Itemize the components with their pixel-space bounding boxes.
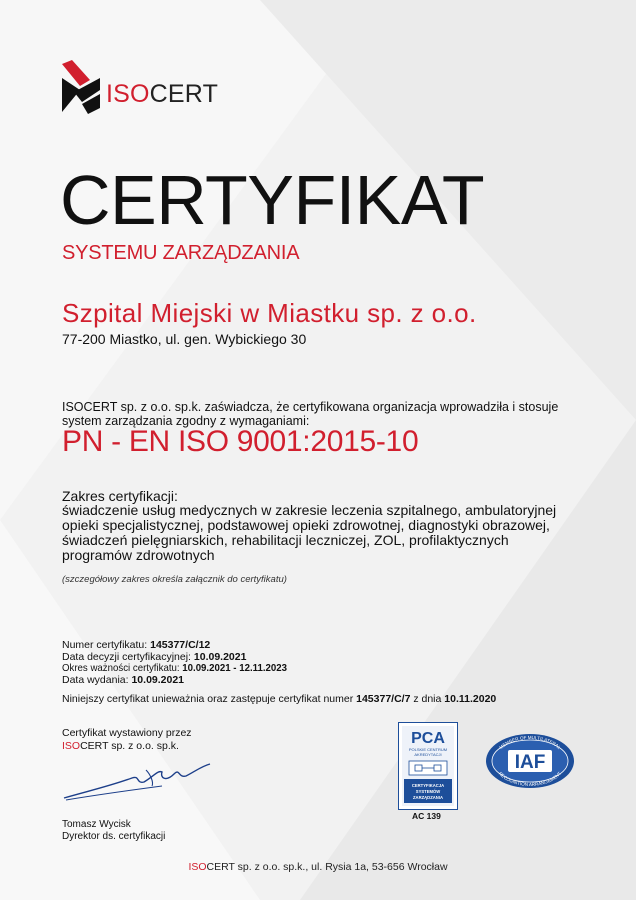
svg-text:CERTYFIKACJA: CERTYFIKACJA bbox=[411, 783, 445, 788]
certificate-details bbox=[62, 640, 307, 686]
signer-info bbox=[62, 819, 165, 843]
scope-text: świadczenie usług medycznych w zakresie leczenia szpitalnego, ambulatoryjnej opieki specjalistycznej, podstawowej opieki zdrowotnej, diagnostyki obrazowej, świadczeń pielęgniarskich, rehabilitacji leczniczej, ZOL, profilaktycznych programów zdrowotnych bbox=[62, 502, 557, 563]
iaf-logo-icon bbox=[484, 732, 576, 790]
svg-text:AKREDYTACJI: AKREDYTACJI bbox=[414, 752, 442, 757]
scope-note: (szczegółowy zakres określa załącznik do certyfikatu) bbox=[62, 574, 287, 585]
organization-address: 77-200 Miastko, ul. gen. Wybickiego 30 bbox=[62, 331, 307, 347]
brand-wordmark: ISOCERT bbox=[106, 80, 219, 108]
certificate-title: CERTYFIKAT bbox=[60, 161, 485, 239]
decision-date-row: Data decyzji certyfikacyjnej: 10.09.2021 bbox=[62, 650, 247, 663]
signature-image bbox=[62, 756, 222, 806]
pca-accreditation-number: AC 139 bbox=[412, 811, 441, 821]
svg-text:RECOGNITION ARRANGEMENT: RECOGNITION ARRANGEMENT bbox=[497, 770, 563, 788]
organization-name: Szpital Miejski w Miastku sp. z o.o. bbox=[62, 298, 477, 328]
issuer-line: Certyfikat wystawiony przez bbox=[62, 727, 192, 739]
svg-text:ZARZĄDZANIA: ZARZĄDZANIA bbox=[412, 795, 444, 800]
certification-statement: ISOCERT sp. z o.o. sp.k. zaświadcza, że certyfikowana organizacja wprowadziła i stosuje system zarządzania zgodny z wymaganiami: bbox=[62, 400, 559, 428]
validity-row: Okres ważności certyfikatu: 10.09.2021 - 12.11.2023 bbox=[62, 662, 288, 674]
issuer-company: ISOCERT sp. z o.o. sp.k. bbox=[62, 740, 179, 752]
issuer-info bbox=[62, 727, 192, 753]
certificate-subtitle: SYSTEMU ZARZĄDZANIA bbox=[62, 242, 300, 264]
svg-text:IAF: IAF bbox=[514, 752, 546, 773]
svg-text:SYSTEMÓW: SYSTEMÓW bbox=[415, 789, 441, 794]
svg-text:PCA: PCA bbox=[411, 730, 445, 747]
pca-accreditation-badge bbox=[398, 722, 458, 810]
footer-address: ISOCERT sp. z o.o. sp.k., ul. Rysia 1a, 53-656 Wrocław bbox=[188, 861, 448, 873]
issue-date-row: Data wydania: 10.09.2021 bbox=[62, 673, 185, 686]
signer-role: Dyrektor ds. certyfikacji bbox=[62, 831, 166, 842]
certificate-number-row: Numer certyfikatu: 145377/C/12 bbox=[62, 639, 211, 651]
signer-name: Tomasz Wycisk bbox=[62, 819, 131, 830]
scope-label: Zakres certyfikacji: bbox=[62, 488, 178, 504]
replacement-notice: Niniejszy certyfikat unieważnia oraz zastępuje certyfikat numer 145377/C/7 z dnia 10.11.2020 bbox=[62, 693, 497, 705]
svg-text:POLSKIE CENTRUM: POLSKIE CENTRUM bbox=[408, 747, 448, 752]
svg-text:MEMBER OF MULTILATERAL: MEMBER OF MULTILATERAL bbox=[498, 734, 562, 751]
standard-name: PN - EN ISO 9001:2015-10 bbox=[62, 425, 419, 458]
